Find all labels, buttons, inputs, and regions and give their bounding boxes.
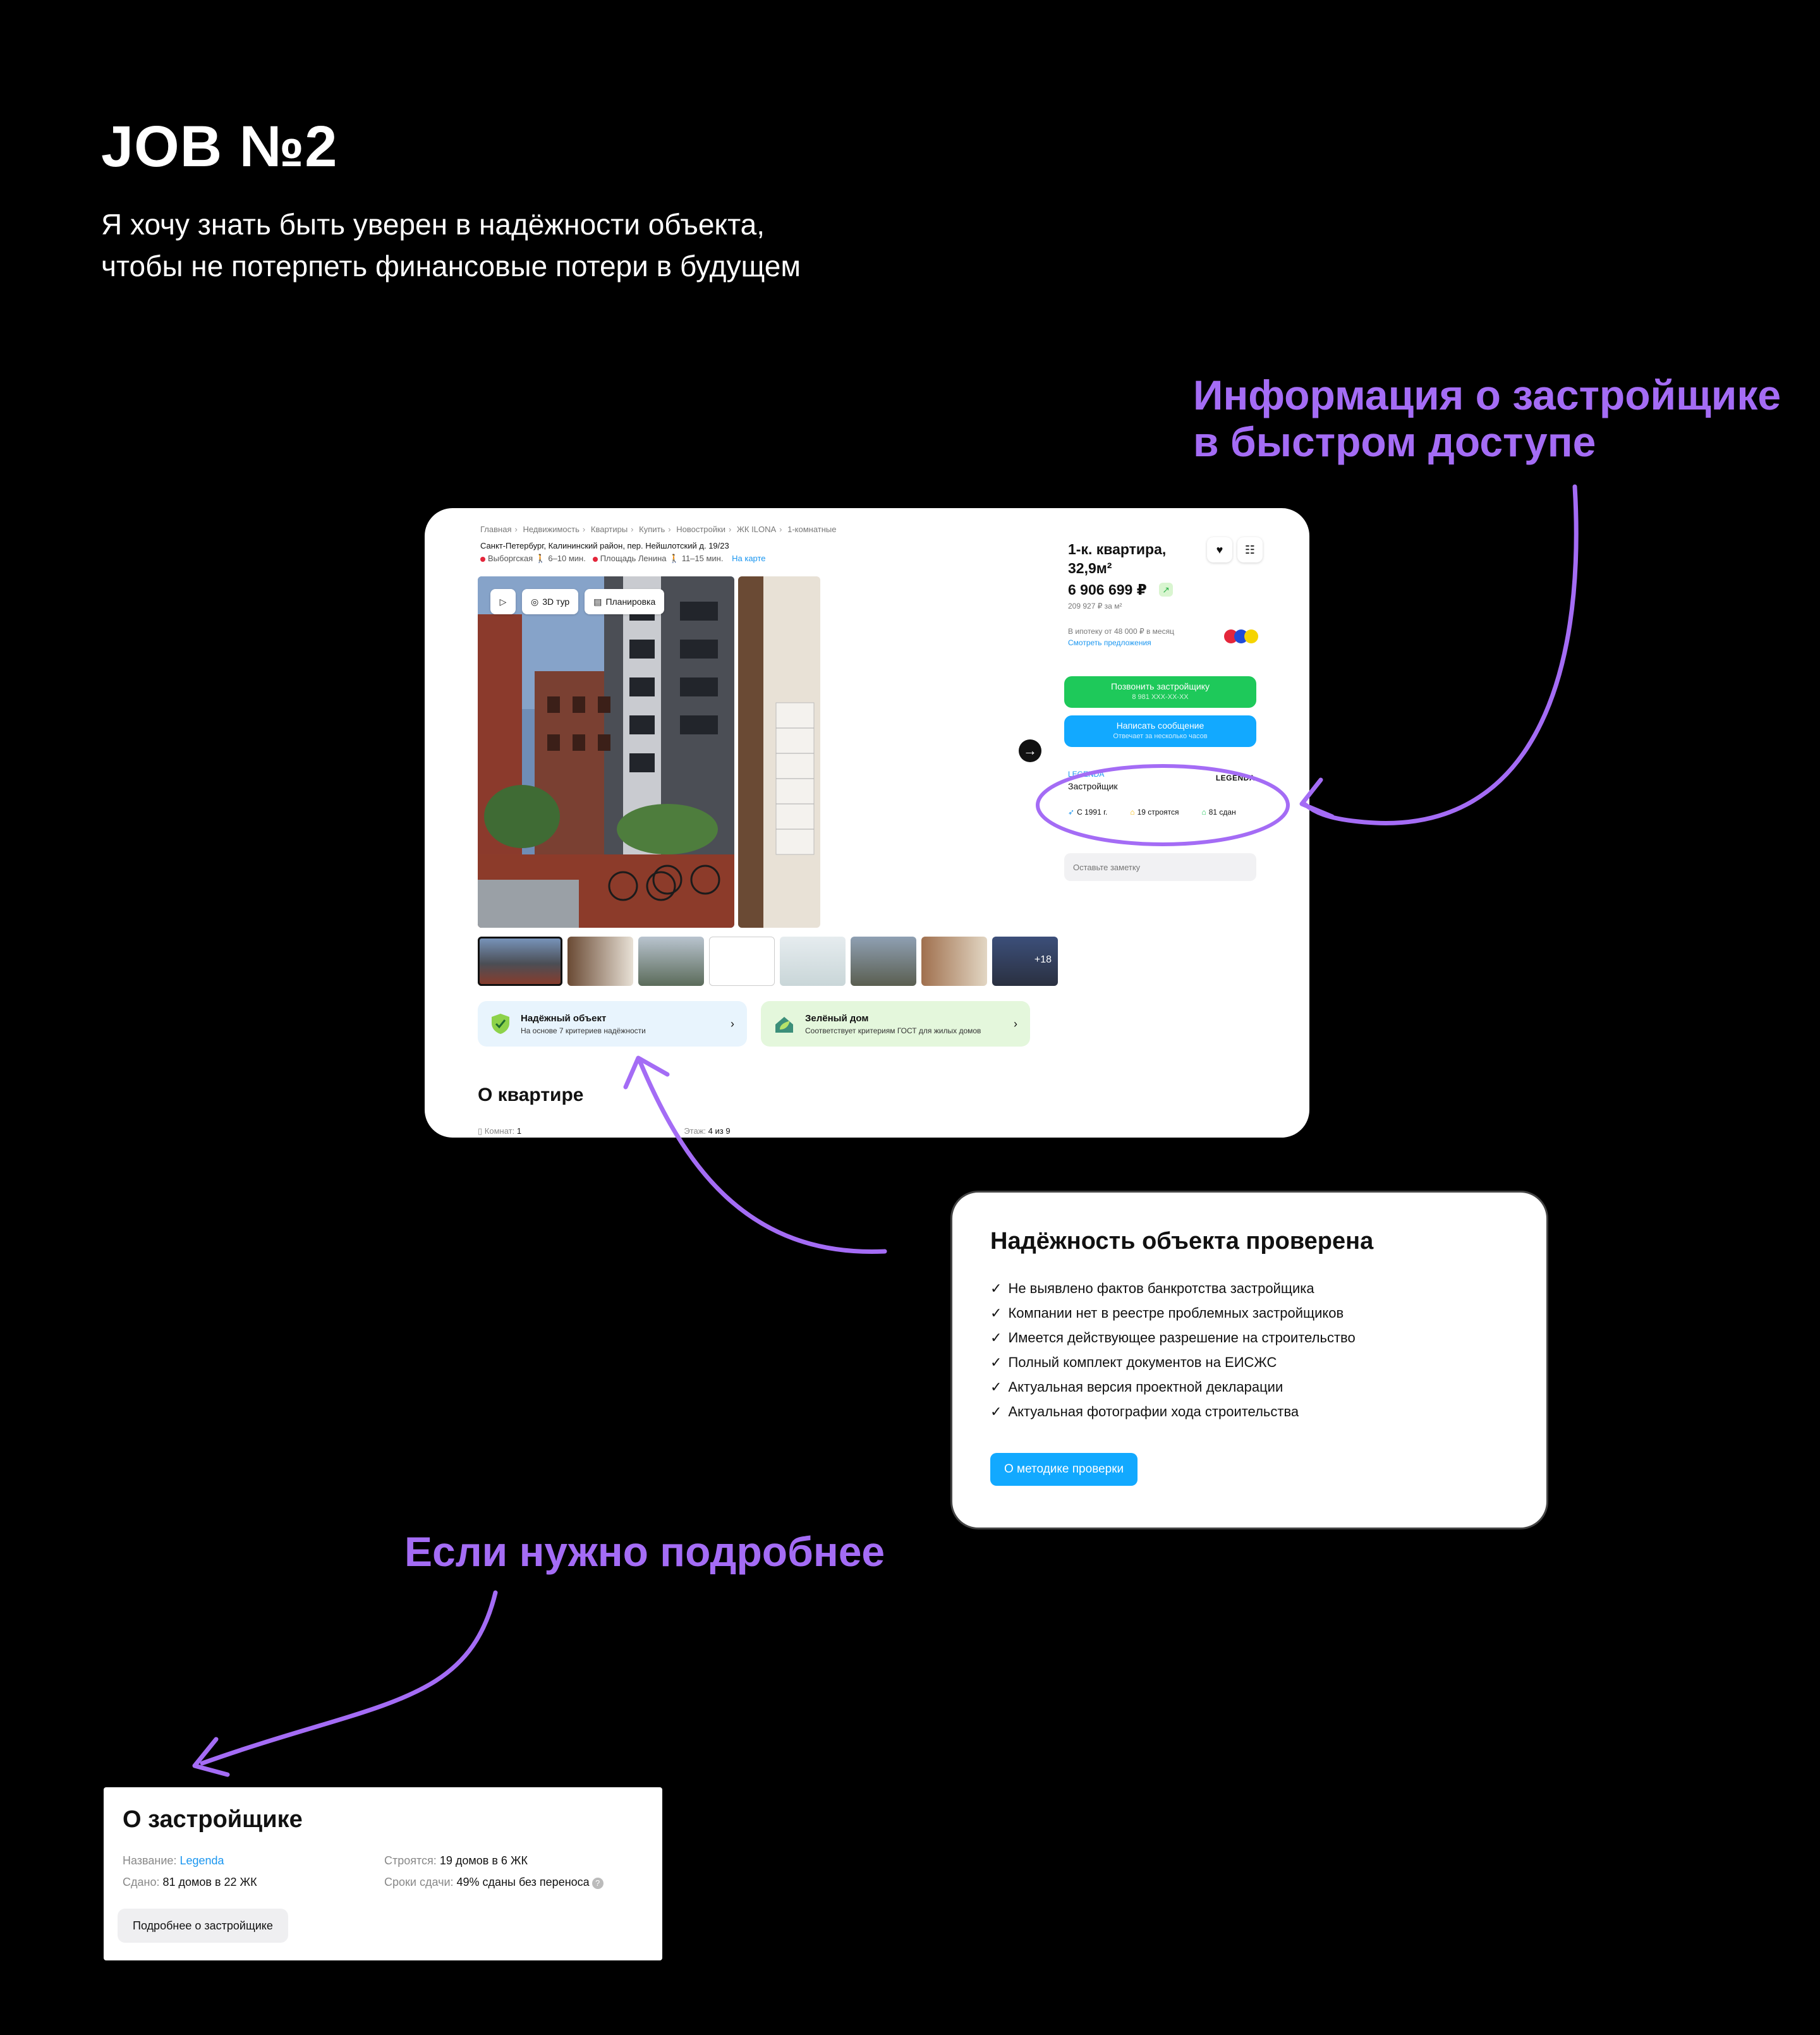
price-per-m2: 209 927 ₽ за м²	[1068, 602, 1122, 610]
job-statement-line-1: Я хочу знать быть уверен в надёжности объекта,	[101, 208, 765, 241]
floorplan-label: Планировка	[605, 597, 656, 607]
breadcrumb: Главная › Недвижимость › Квартиры › Купить › Новостройки › ЖК ILONA › 1-комнатные	[480, 525, 837, 534]
check-item: ✓ Актуальная версия проектной декларации	[990, 1375, 1356, 1399]
check-item: ✓ Полный комплект документов на ЕИСЖС	[990, 1350, 1356, 1375]
flat-title-line-2: 32,9м²	[1068, 560, 1112, 576]
thumbnail[interactable]	[478, 937, 562, 986]
tour-icon: ◎	[531, 596, 539, 607]
price: 6 906 699 ₽	[1068, 581, 1147, 598]
crane-icon: ⌂	[1130, 808, 1135, 817]
flat-title	[1068, 540, 1194, 578]
developer-terms-row: Сроки сдачи: 49% сданы без переноса ?	[384, 1876, 604, 1889]
breadcrumb-item[interactable]: ЖК ILONA	[736, 525, 777, 534]
green-title: Зелёный дом	[805, 1012, 869, 1024]
methodology-button[interactable]: О методике проверки	[990, 1453, 1138, 1486]
3d-tour-button[interactable]	[522, 589, 578, 614]
floorplan-button[interactable]	[585, 589, 664, 614]
reliable-object-card[interactable]	[478, 1001, 747, 1047]
breadcrumb-item[interactable]: Недвижимость	[523, 525, 579, 534]
reliability-popup	[950, 1191, 1548, 1529]
callout-developer-info	[1193, 372, 1800, 465]
floor-value: 4 из 9	[708, 1126, 731, 1136]
arrow-to-about-developer	[202, 1593, 495, 1763]
metro-line-dot	[480, 557, 485, 562]
message-label: Написать сообщение	[1116, 720, 1204, 731]
compare-button[interactable]	[1237, 537, 1263, 562]
mortgage-info	[1068, 626, 1174, 648]
breadcrumb-item[interactable]: Квартиры	[590, 525, 628, 534]
flat-params	[478, 1126, 731, 1136]
shield-check-icon	[490, 1012, 511, 1035]
reliable-text	[521, 1013, 646, 1035]
reliability-checklist	[990, 1276, 1356, 1424]
developer-name[interactable]: LEGENDA	[1068, 770, 1105, 779]
play-icon: ▷	[499, 596, 507, 607]
callout-developer-line-1: Информация о застройщике	[1193, 372, 1781, 418]
breadcrumb-item[interactable]: Купить	[639, 525, 665, 534]
next-photo-button[interactable]	[1019, 739, 1041, 762]
breadcrumb-item[interactable]: 1-комнатные	[787, 525, 837, 534]
mortgage-offers-link[interactable]: Смотреть предложения	[1068, 638, 1151, 647]
chevron-right-icon: ›	[1014, 1017, 1017, 1030]
favorite-button[interactable]	[1207, 537, 1232, 562]
metro-time: 6–10 мин.	[548, 554, 586, 563]
metro-station: Площадь Ленина	[600, 554, 667, 563]
developer-details-button[interactable]: Подробнее о застройщике	[118, 1909, 288, 1943]
address: Санкт-Петербург, Калининский район, пер. Нейшлотский д. 19/23	[480, 541, 729, 550]
thumbnail-strip	[478, 937, 1058, 986]
write-message-button[interactable]	[1064, 715, 1256, 747]
developer-built-row: Сдано: 81 домов в 22 ЖК	[123, 1876, 257, 1888]
play-video-button[interactable]	[490, 589, 516, 614]
mortgage-text: В ипотеку от 48 000 ₽ в месяц	[1068, 627, 1174, 636]
heart-icon: ♥	[1216, 543, 1223, 556]
floorplan-icon: ▤	[593, 596, 602, 607]
developer-name-link[interactable]: Legenda	[179, 1854, 224, 1867]
main-photo[interactable]	[478, 576, 734, 928]
developer-building-row: Строятся: 19 домов в 6 ЖК	[384, 1854, 528, 1867]
gallery-controls	[490, 589, 664, 614]
tour-label: 3D тур	[542, 597, 570, 607]
job-statement-line-2: чтобы не потерпеть финансовые потери в будущем	[101, 250, 801, 282]
walk-icon: 🚶	[535, 554, 546, 563]
check-item: ✓ Не выявлено фактов банкротства застройщика	[990, 1276, 1356, 1301]
message-response-time: Отвечает за несколько часов	[1113, 732, 1208, 740]
developer-since: ➶ С 1991 г.	[1068, 808, 1108, 817]
green-text	[805, 1013, 981, 1035]
thumbnail[interactable]	[638, 937, 704, 986]
chevron-right-icon: ›	[731, 1017, 734, 1030]
rocket-icon: ➶	[1068, 808, 1075, 817]
next-photo-preview[interactable]	[738, 576, 820, 928]
reliability-title: Надёжность объекта проверена	[990, 1228, 1374, 1254]
thumbnail[interactable]	[780, 937, 846, 986]
thumbnail[interactable]	[921, 937, 987, 986]
house-icon: ⌂	[1201, 808, 1206, 817]
breadcrumb-item[interactable]: Главная	[480, 525, 512, 534]
thumbnail-more[interactable]	[992, 937, 1058, 986]
thumbnail[interactable]	[567, 937, 633, 986]
page-title: JOB №2	[101, 114, 338, 179]
callout-more-details: Если нужно подробнее	[404, 1528, 885, 1575]
developer-role: Застройщик	[1068, 781, 1118, 791]
thumbnail[interactable]	[709, 937, 775, 986]
developer-built: ⌂ 81 сдан	[1201, 808, 1236, 817]
arrow-head	[195, 1739, 228, 1775]
green-subtitle: Соответствует критериям ГОСТ для жилых домов	[805, 1026, 981, 1035]
walk-icon: 🚶	[669, 554, 679, 563]
price-history-icon[interactable]: ↗	[1159, 583, 1173, 597]
callout-developer-line-2: в быстром доступе	[1193, 418, 1596, 465]
metro-line-dot	[593, 557, 598, 562]
check-item: ✓ Актуальная фотографии хода строительства	[990, 1399, 1356, 1424]
question-icon[interactable]: ?	[592, 1878, 604, 1889]
reliable-subtitle: На основе 7 критериев надёжности	[521, 1026, 646, 1035]
developer-logo: LEGENDA	[1215, 774, 1255, 782]
more-photos-count: +18	[1034, 954, 1052, 965]
call-phone: 8 981 XXX-XX-XX	[1132, 693, 1189, 701]
about-flat-heading: О квартире	[478, 1084, 584, 1105]
arrow-to-developer	[1304, 487, 1576, 823]
map-link[interactable]: На карте	[732, 554, 766, 563]
metro-info	[480, 554, 766, 564]
job-statement	[101, 204, 986, 287]
metro-station: Выборгская	[488, 554, 533, 563]
reliable-title: Надёжный объект	[521, 1012, 607, 1024]
about-developer-card	[104, 1787, 662, 1960]
developer-building: ⌂ 19 строятся	[1130, 808, 1179, 817]
floor-label: Этаж:	[684, 1126, 707, 1136]
metro-time: 11–15 мин.	[681, 554, 724, 563]
breadcrumb-item[interactable]: Новостройки	[676, 525, 725, 534]
note-input[interactable]	[1064, 853, 1256, 881]
thumbnail[interactable]	[851, 937, 916, 986]
green-house-card[interactable]	[761, 1001, 1030, 1047]
call-label: Позвонить застройщику	[1111, 681, 1210, 691]
compare-icon: ☷	[1244, 543, 1256, 556]
rooms-label: Комнат:	[484, 1126, 515, 1136]
bank-logos-icon	[1223, 627, 1259, 646]
green-house-icon	[774, 1013, 795, 1035]
rooms-value: 1	[516, 1126, 522, 1136]
check-item: ✓ Компании нет в реестре проблемных застройщиков	[990, 1301, 1356, 1325]
about-developer-title: О застройщике	[123, 1806, 303, 1833]
rooms-icon: ▯	[478, 1126, 483, 1136]
listing-card	[425, 508, 1309, 1138]
developer-name-row: Название: Legenda	[123, 1854, 224, 1867]
arrow-right-icon: →	[1023, 743, 1037, 758]
highlight-ellipse	[1035, 763, 1290, 847]
flat-title-line-1: 1-к. квартира,	[1068, 541, 1167, 557]
call-developer-button[interactable]	[1064, 676, 1256, 708]
check-item: ✓ Имеется действующее разрешение на строительство	[990, 1325, 1356, 1350]
